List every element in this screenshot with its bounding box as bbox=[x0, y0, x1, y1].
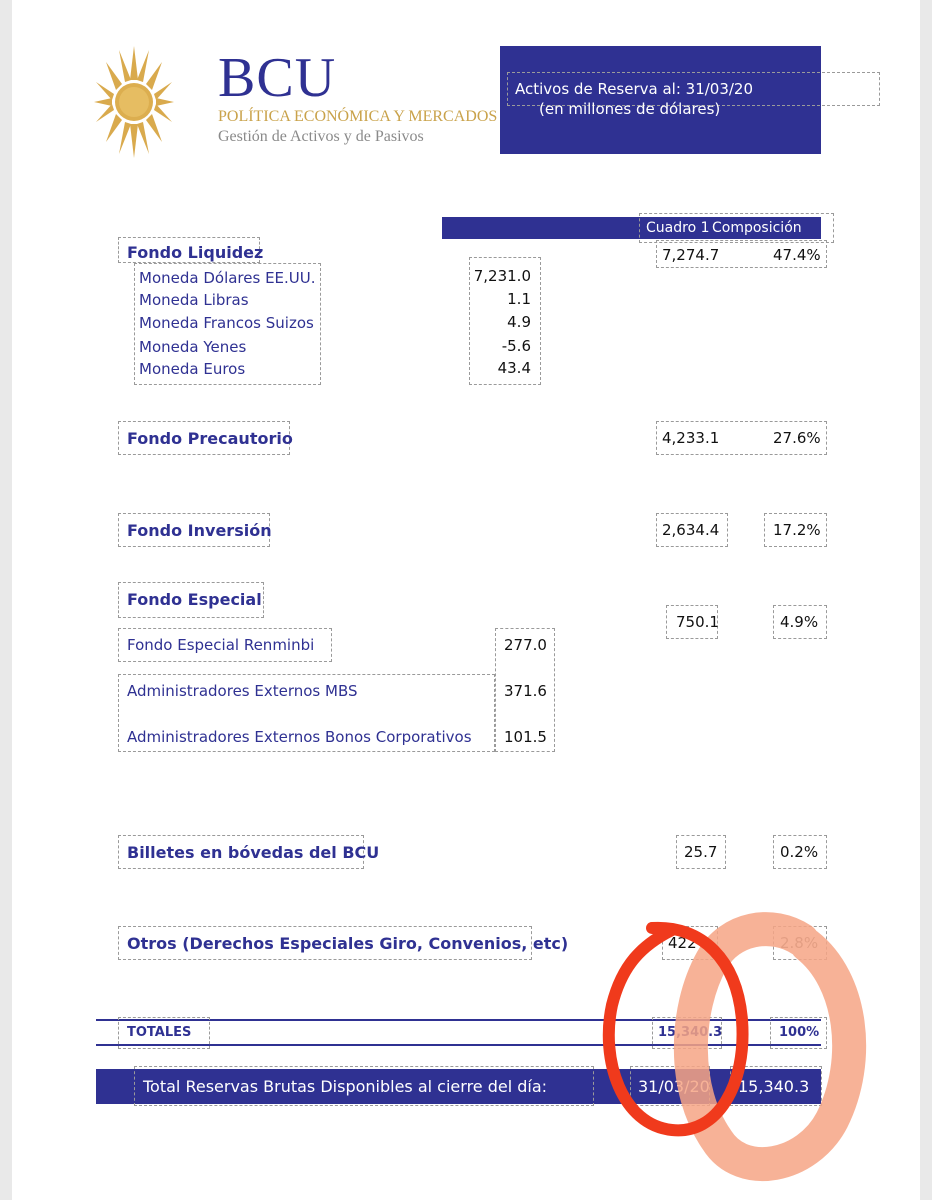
otros-title: Otros (Derechos Especiales Giro, Convenios, etc) bbox=[127, 934, 569, 953]
totales-label: TOTALES bbox=[127, 1025, 192, 1040]
liquidez-item-3-label: Moneda Francos Suizos bbox=[139, 314, 314, 332]
liquidez-item-4-label: Moneda Yenes bbox=[139, 338, 247, 356]
especial-item-3-value: 101.5 bbox=[504, 728, 547, 746]
especial-title: Fondo Especial bbox=[127, 590, 262, 609]
especial-item-1-label: Fondo Especial Renminbi bbox=[127, 636, 315, 654]
document-page bbox=[12, 0, 920, 1200]
otros-total: 422 bbox=[668, 934, 697, 952]
hand-drawn-annotations bbox=[12, 0, 920, 1200]
header-subtitle-2: Gestión de Activos y de Pasivos bbox=[218, 128, 424, 145]
billetes-title: Billetes en bóvedas del BCU bbox=[127, 843, 380, 862]
logo-text: BCU bbox=[218, 47, 337, 109]
liquidez-total: 7,274.7 bbox=[662, 246, 720, 264]
liquidez-item-2-value: 1.1 bbox=[507, 290, 531, 308]
liquidez-pct: 47.4% bbox=[773, 246, 821, 264]
header-subtitle-1: POLÍTICA ECONÓMICA Y MERCADOS bbox=[218, 108, 498, 125]
otros-pct: 2.8% bbox=[780, 934, 819, 952]
liquidez-item-4-value: -5.6 bbox=[501, 337, 531, 355]
header-cuadro: Cuadro 1 bbox=[646, 220, 710, 236]
billetes-pct: 0.2% bbox=[780, 843, 819, 861]
orange-circle-mark bbox=[691, 929, 849, 1164]
liquidez-item-3-value: 4.9 bbox=[507, 313, 531, 331]
liquidez-item-5-value: 43.4 bbox=[497, 359, 531, 377]
inversion-total: 2,634.4 bbox=[662, 521, 720, 539]
title-line-2: (en millones de dólares) bbox=[539, 100, 721, 118]
totales-total: 15,340.3 bbox=[658, 1025, 723, 1040]
inversion-pct: 17.2% bbox=[773, 521, 821, 539]
inversion-title: Fondo Inversión bbox=[127, 521, 272, 540]
especial-item-2-label: Administradores Externos MBS bbox=[127, 682, 358, 700]
footer-date: 31/03/20 bbox=[638, 1077, 710, 1096]
totales-pct: 100% bbox=[779, 1025, 820, 1040]
especial-pct: 4.9% bbox=[780, 613, 819, 631]
liquidez-item-1-value: 7,231.0 bbox=[473, 267, 531, 285]
liquidez-item-1-label: Moneda Dólares EE.UU. bbox=[139, 269, 316, 287]
billetes-total: 25.7 bbox=[684, 843, 718, 861]
precautorio-title: Fondo Precautorio bbox=[127, 429, 293, 448]
liquidez-item-5-label: Moneda Euros bbox=[139, 360, 246, 378]
especial-item-2-value: 371.6 bbox=[504, 682, 547, 700]
liquidez-item-2-label: Moneda Libras bbox=[139, 291, 249, 309]
title-line-1: Activos de Reserva al: 31/03/20 bbox=[515, 80, 754, 98]
header-composicion: Composición bbox=[712, 220, 802, 236]
footer-label: Total Reservas Brutas Disponibles al cierre del día: bbox=[143, 1077, 548, 1096]
liquidez-title: Fondo Liquidez bbox=[127, 243, 264, 262]
especial-total: 750.1 bbox=[676, 613, 719, 631]
especial-item-1-value: 277.0 bbox=[504, 636, 547, 654]
especial-item-3-label: Administradores Externos Bonos Corporativos bbox=[127, 728, 472, 746]
precautorio-total: 4,233.1 bbox=[662, 429, 720, 447]
footer-total: 15,340.3 bbox=[738, 1077, 810, 1096]
precautorio-pct: 27.6% bbox=[773, 429, 821, 447]
